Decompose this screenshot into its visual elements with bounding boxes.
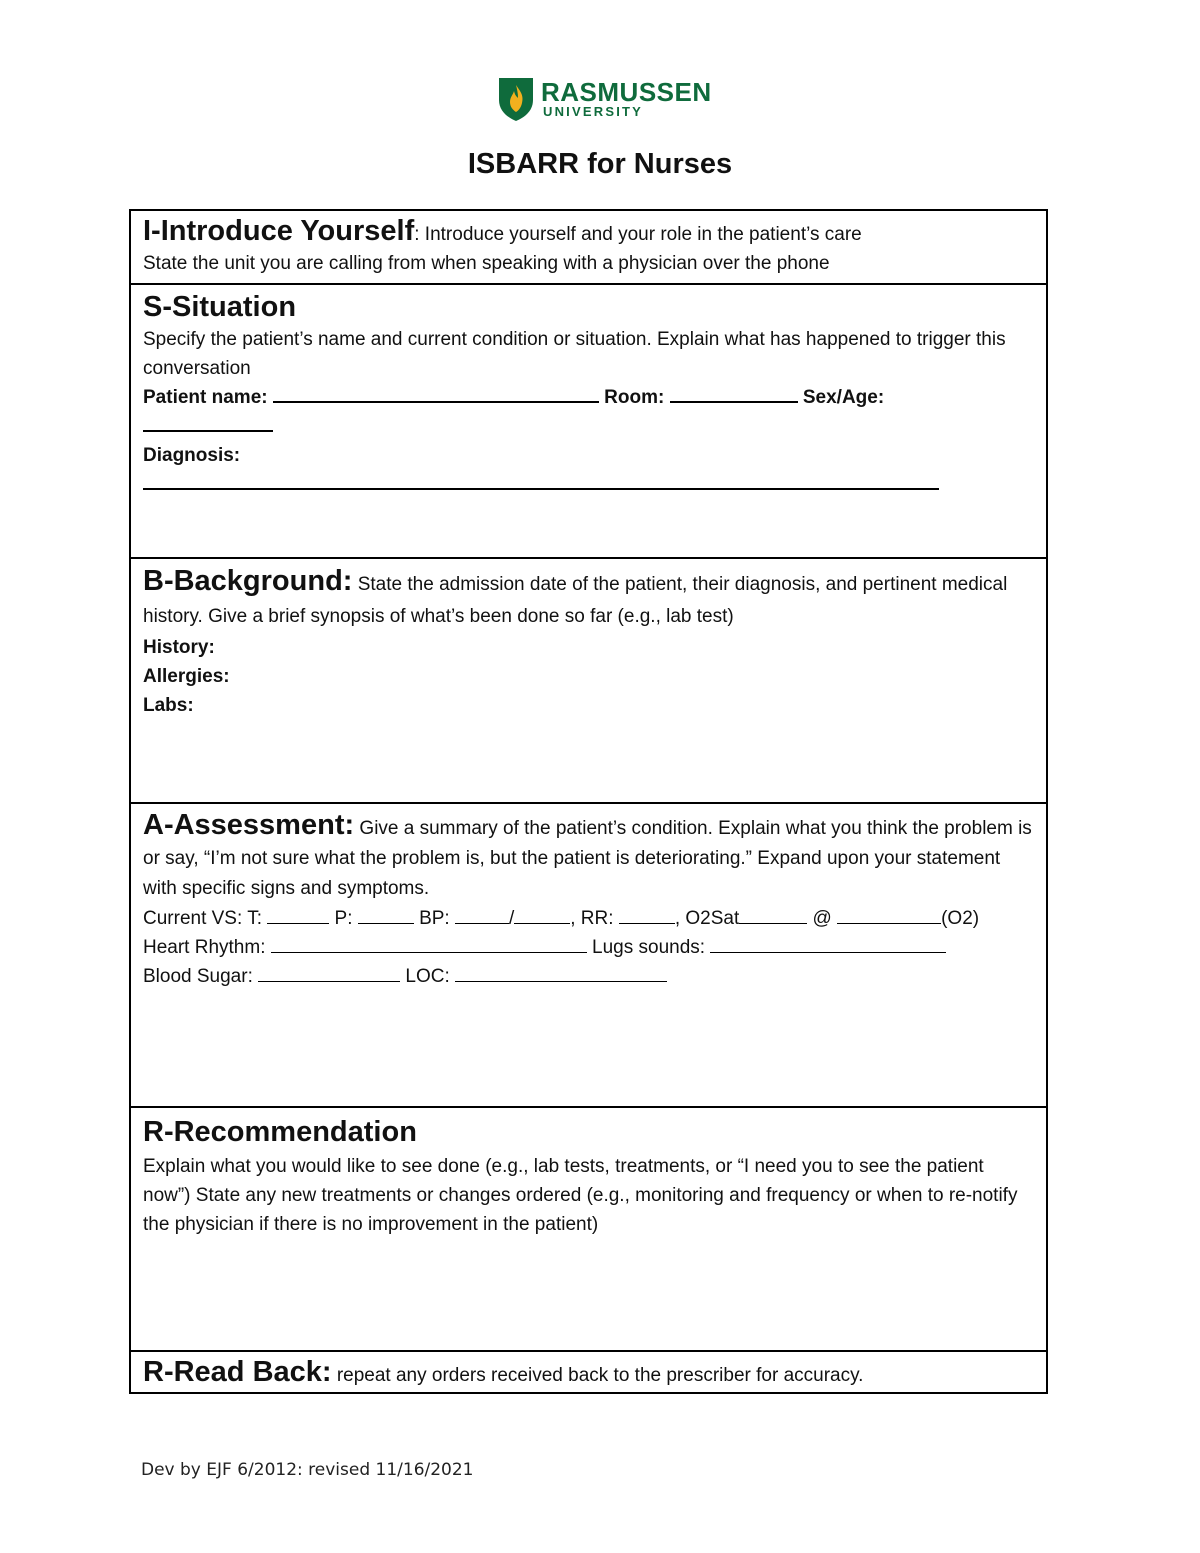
bp-label: BP: [419,908,450,929]
recommendation-text: Explain what you would like to see done (e.g., lab tests, treatments, or “I need you to see the patient now”) State any new treatments or changes ordered (e.g., monitoring and frequency or when to re-notify the physician if there is no improvement in the patient) [143,1156,1018,1235]
recommendation-heading: R-Recommendation [143,1116,417,1148]
history-label: History: [143,637,215,658]
logo-subtitle: UNIVERSITY [543,104,644,119]
rr-field[interactable] [619,905,675,924]
vs-temp-label: Current VS: T: [143,908,262,929]
patient-info-line [143,383,1034,412]
read-back-text: repeat any orders received back to the prescriber for accuracy. [331,1365,864,1386]
logo-name: RASMUSSEN [541,77,712,107]
read-back-heading: R-Read Back: [143,1356,332,1388]
lung-sounds-label: Lugs sounds: [592,937,706,958]
assessment-heading: A-Assessment: [143,809,355,841]
situation-text: Specify the patient’s name and current condition or situation. Explain what has happened to trigger this conversation [143,329,1006,379]
room-field[interactable] [670,383,798,403]
background-text: State the admission date of the patient, their diagnosis, and pertinent medical history. Give a brief synopsis of what’s been done so far (e.g., lab test) [143,574,1008,627]
background-heading: B-Background: [143,565,353,597]
vital-signs-line [143,904,1034,933]
patient-name-field[interactable] [273,383,599,403]
isbarr-form [129,209,1048,1394]
rhythm-lung-line [143,933,1034,962]
bp-diastolic-field[interactable] [514,905,570,924]
loc-field[interactable] [455,963,667,982]
o2sat-field[interactable] [739,905,807,924]
background-section [131,559,1046,804]
bp-systolic-field[interactable] [455,905,509,924]
introduce-section [131,211,1046,285]
introduce-heading: I-Introduce Yourself [143,215,415,247]
room-label: Room: [604,387,665,408]
o2-label: (O2) [941,908,980,929]
loc-label: LOC: [405,966,450,987]
patient-name-label: Patient name: [143,387,268,408]
sex-age-field[interactable] [143,412,273,432]
sex-age-label: Sex/Age: [802,387,885,408]
blood-sugar-field[interactable] [258,963,400,982]
bp-separator: / [508,908,515,929]
document-title: ISBARR for Nurses [467,148,733,180]
temp-field[interactable] [267,905,329,924]
rr-label: , RR: [570,908,614,929]
recommendation-section [131,1108,1046,1352]
university-logo [497,76,712,126]
situation-heading: S-Situation [143,291,297,323]
o2-flow-field[interactable] [837,905,941,924]
sugar-loc-line [143,962,1034,991]
situation-section [131,285,1046,559]
labs-label: Labs: [143,695,194,716]
introduce-line2: State the unit you are calling from when speaking with a physician over the phone [143,253,830,274]
lung-sounds-field[interactable] [710,934,946,953]
diagnosis-label: Diagnosis: [143,445,241,466]
assessment-text: Give a summary of the patient’s condition. Explain what you think the problem is or say, “I’m not sure what the problem is, but the patient is deteriorating.” Expand upon your statement with specific signs and symptoms. [143,818,1032,899]
o2sat-label: , O2Sat [674,908,740,929]
flame-shield-icon [497,76,535,122]
heart-rhythm-field[interactable] [271,934,587,953]
read-back-section [131,1352,1046,1392]
allergies-label: Allergies: [143,666,230,687]
introduce-text: : Introduce yourself and your role in the patient’s care [414,224,862,245]
pulse-label: P: [334,908,353,929]
at-label: @ [812,908,832,929]
pulse-field[interactable] [358,905,414,924]
diagnosis-field[interactable] [143,470,939,490]
heart-rhythm-label: Heart Rhythm: [143,937,266,958]
blood-sugar-label: Blood Sugar: [143,966,253,987]
assessment-section [131,804,1046,1108]
revision-footer: Dev by EJF 6/2012: revised 11/16/2021 [141,1460,474,1480]
